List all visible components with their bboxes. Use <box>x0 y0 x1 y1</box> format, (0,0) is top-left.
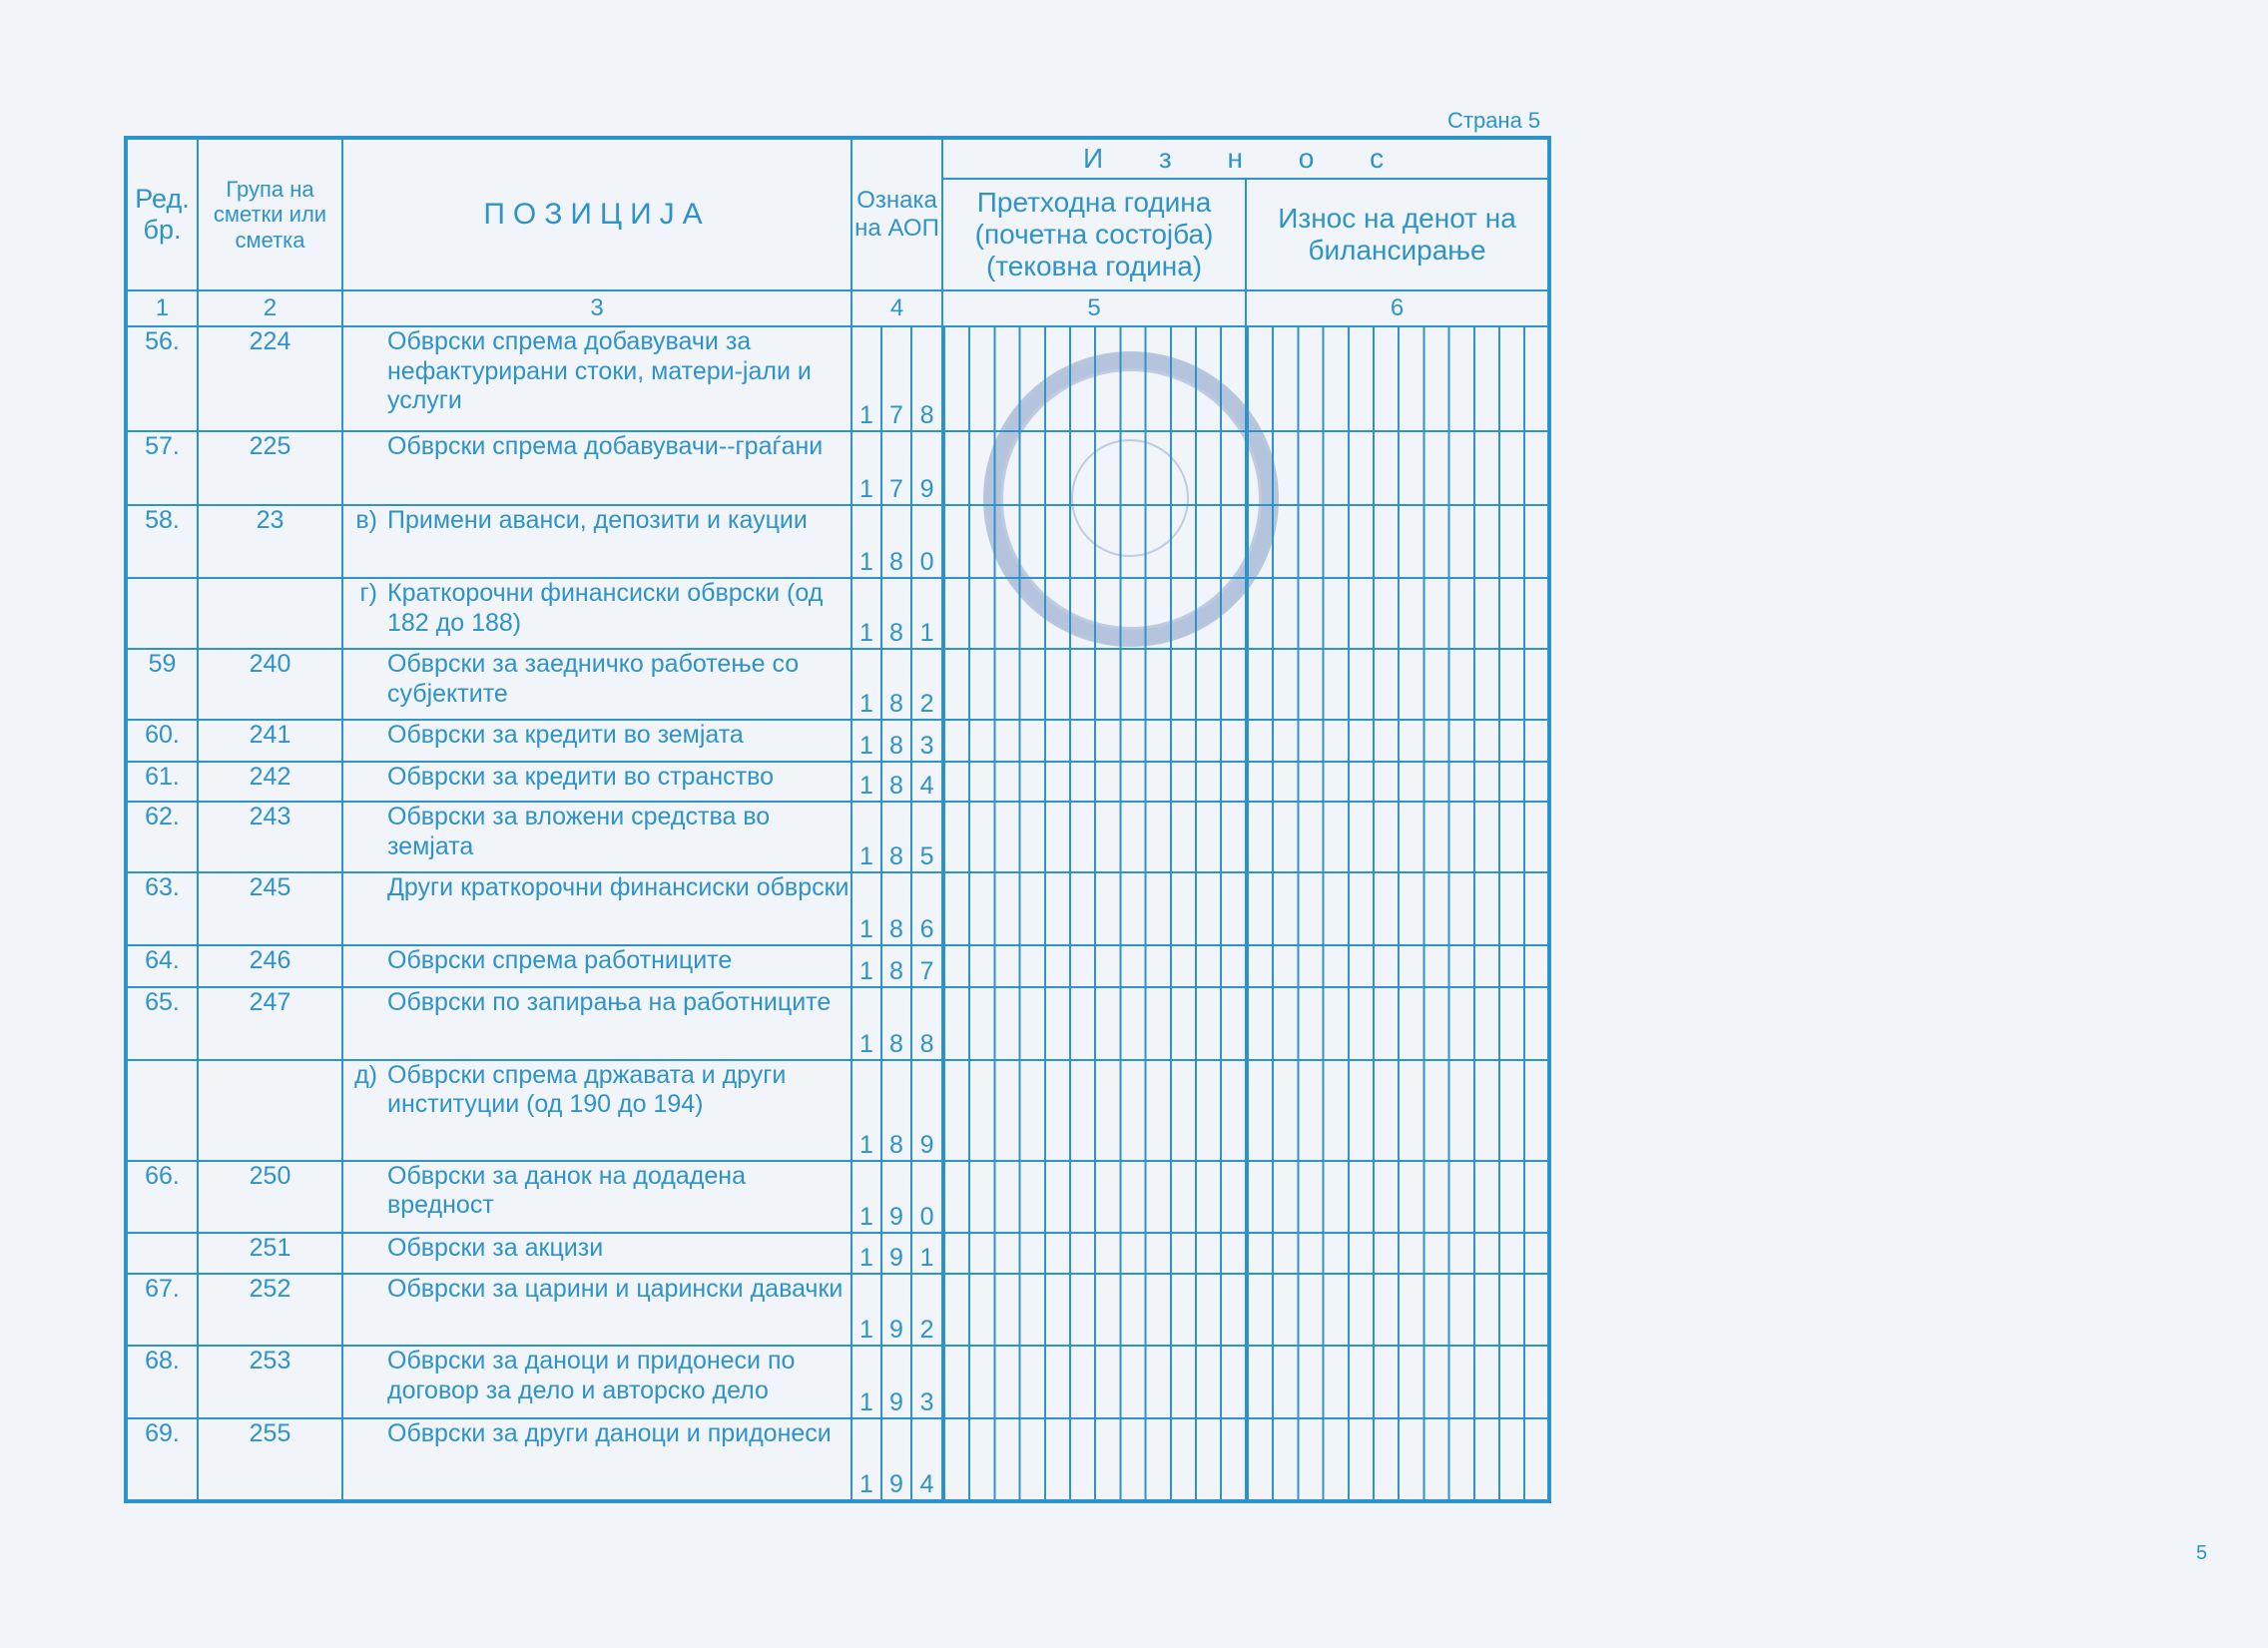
aop-digit: 9 <box>881 1233 911 1273</box>
aop-digit: 8 <box>911 987 942 1060</box>
row-mark <box>343 327 385 416</box>
row-grupa: 246 <box>198 945 342 987</box>
aop-digit: 1 <box>851 1418 881 1501</box>
row-rb: 67. <box>126 1274 198 1347</box>
aop-digit: 8 <box>881 945 911 987</box>
amount-denot-cell[interactable] <box>1246 649 1549 720</box>
header-red-br: Ред. бр. <box>126 138 198 290</box>
amount-denot-cell[interactable] <box>1246 431 1549 505</box>
header-grupa: Група на сметки или сметка <box>198 138 342 290</box>
amount-prethodna-cell[interactable] <box>942 1233 1246 1273</box>
amount-prethodna-cell[interactable] <box>942 431 1246 505</box>
row-rb: 61. <box>126 762 198 802</box>
aop-digit: 0 <box>911 505 942 579</box>
row-rb: 56. <box>126 326 198 431</box>
row-grupa <box>198 578 342 649</box>
aop-digit: 7 <box>881 326 911 431</box>
aop-digit: 8 <box>911 326 942 431</box>
row-rb: 63. <box>126 872 198 945</box>
row-pozicija <box>342 1274 851 1347</box>
row-mark <box>343 1162 385 1221</box>
aop-digit: 4 <box>911 1418 942 1501</box>
table-row <box>126 1418 1549 1501</box>
row-rb <box>126 1233 198 1273</box>
header-oznaka-aop: Ознака на АОП <box>851 138 942 290</box>
col-number-3: 3 <box>342 290 851 326</box>
row-pozicija <box>342 720 851 762</box>
row-text: Примени аванси, депозити и кауции <box>387 505 808 534</box>
aop-digit: 8 <box>881 1060 911 1161</box>
aop-digit: 1 <box>851 987 881 1060</box>
amount-denot-cell[interactable] <box>1246 1233 1549 1273</box>
amount-denot-cell[interactable] <box>1246 945 1549 987</box>
row-text: Краткорочни финансиски обврски (од 182 до 188) <box>387 579 824 637</box>
aop-digit: 3 <box>911 1346 942 1418</box>
aop-digit: 1 <box>851 505 881 579</box>
table-row <box>126 872 1549 945</box>
row-pozicija <box>342 1233 851 1273</box>
aop-digit: 8 <box>881 649 911 720</box>
amount-prethodna-cell[interactable] <box>942 649 1246 720</box>
table-row <box>126 578 1549 649</box>
aop-digit: 1 <box>851 720 881 762</box>
aop-digit: 9 <box>881 1418 911 1501</box>
aop-digit: 1 <box>851 649 881 720</box>
amount-denot-cell[interactable] <box>1246 578 1549 649</box>
row-mark <box>343 432 385 462</box>
amount-prethodna-cell[interactable] <box>942 762 1246 802</box>
aop-digit: 7 <box>911 945 942 987</box>
row-text: Обврски за даноци и придонеси по договор за дело и авторско дело <box>387 1347 796 1404</box>
row-mark <box>343 803 385 861</box>
table-row <box>126 1161 1549 1234</box>
amount-denot-cell[interactable] <box>1246 802 1549 872</box>
row-pozicija <box>342 1346 851 1418</box>
col-number-1: 1 <box>126 290 198 326</box>
amount-denot-cell[interactable] <box>1246 326 1549 431</box>
row-mark <box>343 1419 385 1449</box>
row-grupa: 224 <box>198 326 342 431</box>
row-pozicija <box>342 987 851 1060</box>
aop-digit: 5 <box>911 802 942 872</box>
row-text: Обврски за кредити во странство <box>387 763 774 792</box>
col-number-2: 2 <box>198 290 342 326</box>
row-mark: в) <box>355 505 377 534</box>
row-mark <box>343 988 385 1018</box>
amount-prethodna-cell[interactable] <box>942 945 1246 987</box>
table-row <box>126 505 1549 579</box>
row-text: Обврски за данок на додадена вредност <box>387 1161 746 1220</box>
table-row <box>126 987 1549 1060</box>
row-rb: 68. <box>126 1346 198 1418</box>
aop-digit: 1 <box>851 326 881 431</box>
row-mark <box>343 946 385 976</box>
row-text: Обврски за кредити во земјата <box>387 720 744 749</box>
aop-digit: 1 <box>911 1233 942 1273</box>
row-text: Обврски за царини и царински давачки <box>387 1274 844 1303</box>
row-pozicija <box>342 762 851 802</box>
table-row <box>126 762 1549 802</box>
amount-prethodna-cell[interactable] <box>942 987 1246 1060</box>
row-pozicija <box>342 1060 851 1161</box>
row-grupa: 23 <box>198 505 342 579</box>
aop-digit: 1 <box>851 578 881 649</box>
aop-digit: 9 <box>881 1161 911 1234</box>
row-pozicija <box>342 1418 851 1501</box>
row-rb: 66. <box>126 1161 198 1234</box>
balance-sheet-table <box>124 136 1551 1503</box>
amount-prethodna-cell[interactable] <box>942 1274 1246 1347</box>
amount-prethodna-cell[interactable] <box>942 1161 1246 1234</box>
table-row <box>126 1274 1549 1347</box>
row-text: Обврски за други даноци и придонеси <box>387 1419 832 1448</box>
amount-prethodna-cell[interactable] <box>942 1418 1246 1501</box>
aop-digit: 4 <box>911 762 942 802</box>
row-grupa: 225 <box>198 431 342 505</box>
aop-digit: 1 <box>851 1161 881 1234</box>
row-text: Обврски спрема работниците <box>387 945 733 974</box>
aop-digit: 9 <box>911 1060 942 1161</box>
row-grupa: 242 <box>198 762 342 802</box>
table-row <box>126 802 1549 872</box>
aop-digit: 1 <box>911 578 942 649</box>
table-row <box>126 720 1549 762</box>
aop-digit: 8 <box>881 987 911 1060</box>
row-rb: 64. <box>126 945 198 987</box>
row-rb: 59 <box>126 649 198 720</box>
aop-digit: 8 <box>881 872 911 945</box>
amount-denot-cell[interactable] <box>1246 987 1549 1060</box>
table-row <box>126 1233 1549 1273</box>
amount-prethodna-cell[interactable] <box>942 578 1246 649</box>
table-row <box>126 431 1549 505</box>
table-row <box>126 945 1549 987</box>
row-pozicija <box>342 872 851 945</box>
row-pozicija <box>342 505 851 579</box>
amount-prethodna-cell[interactable] <box>942 326 1246 431</box>
aop-digit: 1 <box>851 1346 881 1418</box>
aop-digit: 8 <box>881 720 911 762</box>
row-rb: 65. <box>126 987 198 1060</box>
amount-denot-cell[interactable] <box>1246 720 1549 762</box>
aop-digit: 2 <box>911 649 942 720</box>
header-prethodna-godina: Претходна година (почетна состојба) (тековна година) <box>942 179 1246 290</box>
row-text: Обврски спрема добавувачи--граѓани <box>387 431 824 460</box>
amount-denot-cell[interactable] <box>1246 1060 1549 1161</box>
row-mark: г) <box>359 579 377 608</box>
row-mark <box>343 1234 385 1264</box>
row-pozicija <box>342 578 851 649</box>
row-pozicija <box>342 649 851 720</box>
aop-digit: 2 <box>911 1274 942 1347</box>
row-text: Обврски спрема државата и други институции (од 190 до 194) <box>387 1060 787 1119</box>
amount-prethodna-cell[interactable] <box>942 872 1246 945</box>
row-rb: 62. <box>126 802 198 872</box>
amount-denot-cell[interactable] <box>1246 762 1549 802</box>
row-rb: 58. <box>126 505 198 579</box>
table-row <box>126 649 1549 720</box>
col-number-6: 6 <box>1246 290 1549 326</box>
amount-prethodna-cell[interactable] <box>942 720 1246 762</box>
row-mark <box>343 1275 385 1305</box>
amount-denot-cell[interactable] <box>1246 872 1549 945</box>
row-grupa: 255 <box>198 1418 342 1501</box>
table-row <box>126 326 1549 431</box>
row-grupa: 250 <box>198 1161 342 1234</box>
row-grupa: 243 <box>198 802 342 872</box>
row-grupa: 252 <box>198 1274 342 1347</box>
row-grupa <box>198 1060 342 1161</box>
aop-digit: 6 <box>911 872 942 945</box>
aop-digit: 1 <box>851 872 881 945</box>
amount-denot-cell[interactable] <box>1246 1274 1549 1347</box>
amount-denot-cell[interactable] <box>1246 505 1549 579</box>
row-grupa: 247 <box>198 987 342 1060</box>
aop-digit: 1 <box>851 1274 881 1347</box>
header-iznos: И з н о с <box>942 138 1549 179</box>
aop-digit: 1 <box>851 431 881 505</box>
aop-digit: 8 <box>881 505 911 579</box>
aop-digit: 9 <box>911 431 942 505</box>
amount-denot-cell[interactable] <box>1246 1346 1549 1418</box>
amount-prethodna-cell[interactable] <box>942 505 1246 579</box>
row-mark <box>343 721 385 751</box>
row-mark: д) <box>354 1060 377 1089</box>
row-grupa: 245 <box>198 872 342 945</box>
row-rb: 57. <box>126 431 198 505</box>
row-grupa: 253 <box>198 1346 342 1418</box>
header-iznos-denot: Износ на денот на билансирање <box>1246 179 1549 290</box>
row-mark <box>343 1347 385 1405</box>
page-label: Страна 5 <box>1447 108 1541 133</box>
aop-digit: 9 <box>881 1346 911 1418</box>
header-pozicija: ПОЗИЦИЈА <box>342 138 851 290</box>
aop-digit: 0 <box>911 1161 942 1234</box>
aop-digit: 7 <box>881 431 911 505</box>
page-number: 5 <box>2196 1542 2208 1564</box>
aop-digit: 1 <box>851 802 881 872</box>
amount-prethodna-cell[interactable] <box>942 802 1246 872</box>
row-pozicija <box>342 431 851 505</box>
col-number-5: 5 <box>942 290 1246 326</box>
amount-denot-cell[interactable] <box>1246 1161 1549 1234</box>
row-grupa: 241 <box>198 720 342 762</box>
row-text: Обврски за вложени средства во земјата <box>387 803 771 860</box>
amount-denot-cell[interactable] <box>1246 1418 1549 1501</box>
amount-prethodna-cell[interactable] <box>942 1060 1246 1161</box>
aop-digit: 8 <box>881 802 911 872</box>
aop-digit: 3 <box>911 720 942 762</box>
row-rb: 69. <box>126 1418 198 1501</box>
row-grupa: 251 <box>198 1233 342 1273</box>
row-pozicija <box>342 945 851 987</box>
row-rb <box>126 1060 198 1161</box>
aop-digit: 1 <box>851 945 881 987</box>
aop-digit: 1 <box>851 1233 881 1273</box>
row-rb: 60. <box>126 720 198 762</box>
row-text: Други краткорочни финансиски обврски <box>387 873 850 902</box>
aop-digit: 9 <box>881 1274 911 1347</box>
aop-digit: 8 <box>881 762 911 802</box>
row-grupa: 240 <box>198 649 342 720</box>
row-mark <box>343 873 385 903</box>
aop-digit: 8 <box>881 578 911 649</box>
row-text: Обврски спрема добавувачи за нефактурирани стоки, матери-јали и услуги <box>387 327 812 414</box>
row-text: Обврски за акцизи <box>387 1234 604 1263</box>
amount-prethodna-cell[interactable] <box>942 1346 1246 1418</box>
row-text: Обврски по запирања на работниците <box>387 988 832 1017</box>
table-row <box>126 1060 1549 1161</box>
row-pozicija <box>342 802 851 872</box>
aop-digit: 1 <box>851 762 881 802</box>
table-row <box>126 1346 1549 1418</box>
row-rb <box>126 578 198 649</box>
row-mark <box>343 650 385 709</box>
row-text: Обврски за заедничко работење со субјектите <box>387 650 800 708</box>
row-pozicija <box>342 1161 851 1234</box>
row-pozicija <box>342 326 851 431</box>
row-mark <box>343 763 385 793</box>
aop-digit: 1 <box>851 1060 881 1161</box>
col-number-4: 4 <box>851 290 942 326</box>
